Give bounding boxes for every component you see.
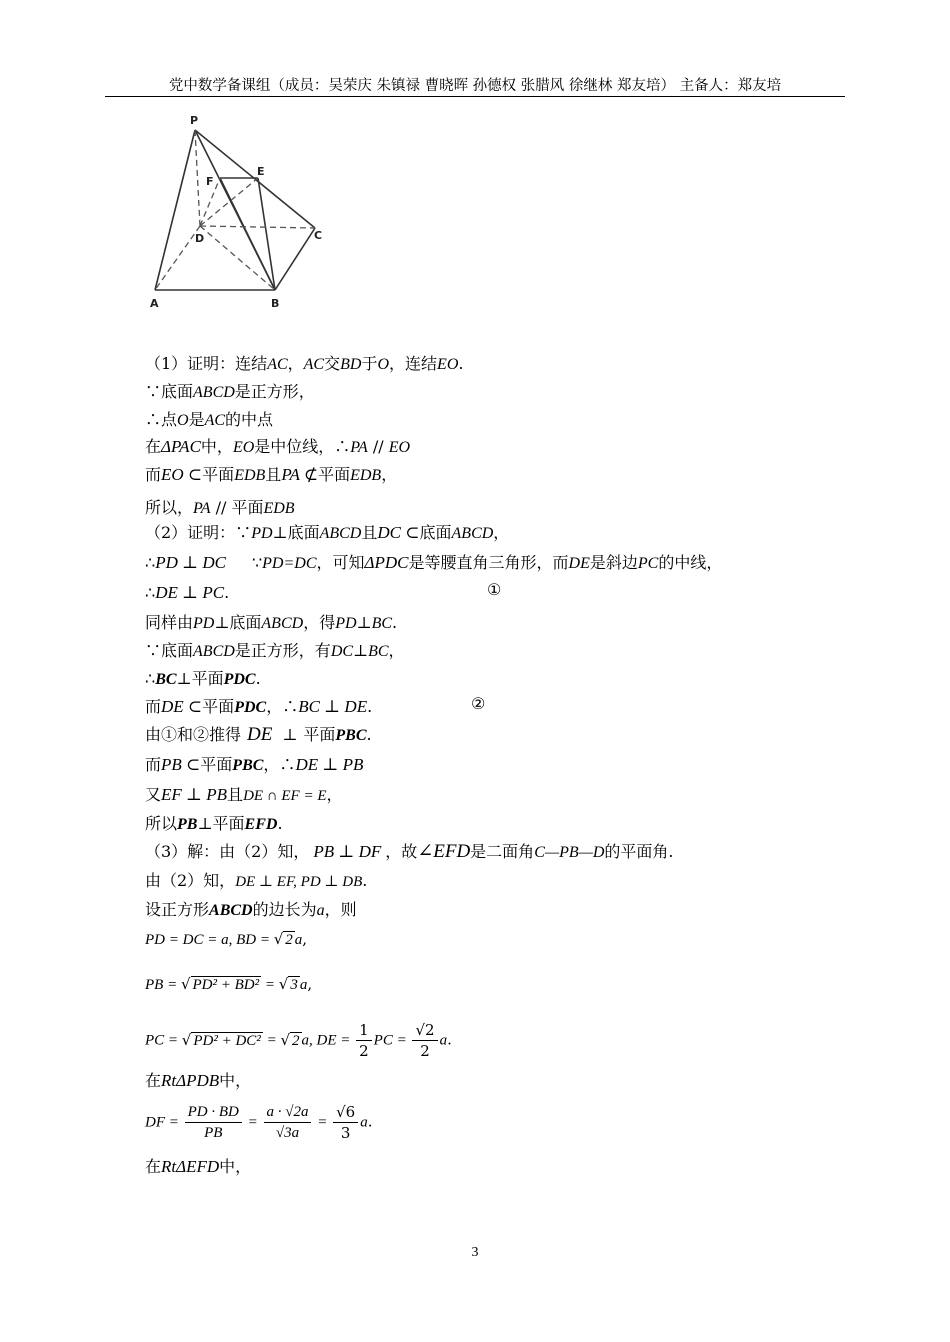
proof-line-1: （1）证明：连结AC，AC交BD于O，连结EO. bbox=[145, 354, 464, 373]
proof-line-24: 在RtΔPDB中， bbox=[145, 1071, 252, 1090]
proof-line-6: 所以，PA // 平面EDB bbox=[145, 498, 295, 517]
proof-line-19: 由（2）知，DE ⊥ EF, PD ⊥ DB. bbox=[145, 871, 368, 890]
page-number: 3 bbox=[471, 1245, 479, 1260]
label-E: E bbox=[257, 165, 265, 178]
proof-line-17: 所以PB⊥平面EFD. bbox=[145, 814, 283, 833]
proof-line-26: 在RtΔEFD中， bbox=[145, 1157, 252, 1176]
label-C: C bbox=[314, 229, 323, 242]
edge-BC bbox=[275, 228, 315, 290]
proof-line-7: （2）证明：∵PD⊥底面ABCD且DC ⊂底面ABCD， bbox=[145, 523, 510, 542]
edge-DA bbox=[155, 226, 200, 290]
pyramid-figure bbox=[140, 108, 330, 313]
proof-line-18: （3）解：由（2）知， PB ⊥ DF ，故∠EFD是二面角C—PB—D的平面角. bbox=[145, 841, 674, 862]
proof-line-8: ∴PD ⊥ DC ∵PD=DC，可知ΔPDC是等腰直角三角形，而DE是斜边PC的中线， bbox=[145, 553, 723, 572]
proof-line-4: 在ΔPAC中，EO是中位线，∴PA // EO bbox=[145, 437, 411, 456]
page-header: 党中数学备课组（成员：吴荣庆 朱镇禄 曹晓晖 孙德权 张腊风 徐继林 郑友培） 主备人：郑友培 bbox=[105, 76, 845, 97]
formula-df: DF = $\frac{PD \cdot BD}{PB}$ = $\frac{a \cdot √2a}{√3a}$ = $\frac{√6}{3}$ a. bbox=[145, 1103, 373, 1142]
label-F: F bbox=[206, 175, 214, 188]
proof-line-11: ∵底面ABCD是正方形，有DC⊥BC， bbox=[145, 641, 405, 660]
proof-line-5: 而EO ⊂平面EDB且PA ⊄平面EDB， bbox=[145, 465, 398, 484]
edge-PA bbox=[155, 130, 195, 290]
proof-line-20: 设正方形ABCD的边长为a，则 bbox=[145, 900, 357, 919]
formula-pb: PB = √ PD² + BD² = √ 3 a, bbox=[145, 975, 313, 993]
label-A: A bbox=[150, 297, 159, 310]
proof-line-14: 由①和②推得 DE ⊥ 平面PBC. bbox=[145, 724, 372, 745]
proof-line-16: 又EF ⊥ PB且DE ∩ EF = E， bbox=[145, 785, 343, 804]
label-P: P bbox=[190, 114, 199, 127]
edge-DB bbox=[200, 226, 275, 290]
proof-line-10: 同样由PD⊥底面ABCD，得PD⊥BC. bbox=[145, 613, 398, 632]
proof-line-9: ∴DE ⊥ PC. bbox=[145, 583, 230, 602]
edge-DC bbox=[200, 226, 315, 228]
label-B: B bbox=[271, 297, 280, 310]
proof-line-13: 而DE ⊂平面PDC，∴BC ⊥ DE. bbox=[145, 697, 373, 716]
label-D: D bbox=[195, 232, 205, 245]
proof-line-3: ∴点O是AC的中点 bbox=[145, 410, 274, 429]
formula-pc-de: PC = √ PD² + DC² = √ 2 a, DE = $\frac{1}{2}$ PC = $\frac{√2}{2}$ a. bbox=[145, 1021, 452, 1060]
proof-line-2: ∵底面ABCD是正方形， bbox=[145, 382, 315, 401]
marker-1: ① bbox=[487, 580, 502, 599]
proof-line-15: 而PB ⊂平面PBC，∴DE ⊥ PB bbox=[145, 755, 364, 774]
formula-pd-bd: PD = DC = a, BD = √ 2 a, bbox=[145, 930, 308, 948]
proof-line-12: ∴BC⊥平面PDC. bbox=[145, 669, 261, 688]
marker-2: ② bbox=[471, 694, 486, 713]
edge-PD bbox=[195, 130, 200, 226]
